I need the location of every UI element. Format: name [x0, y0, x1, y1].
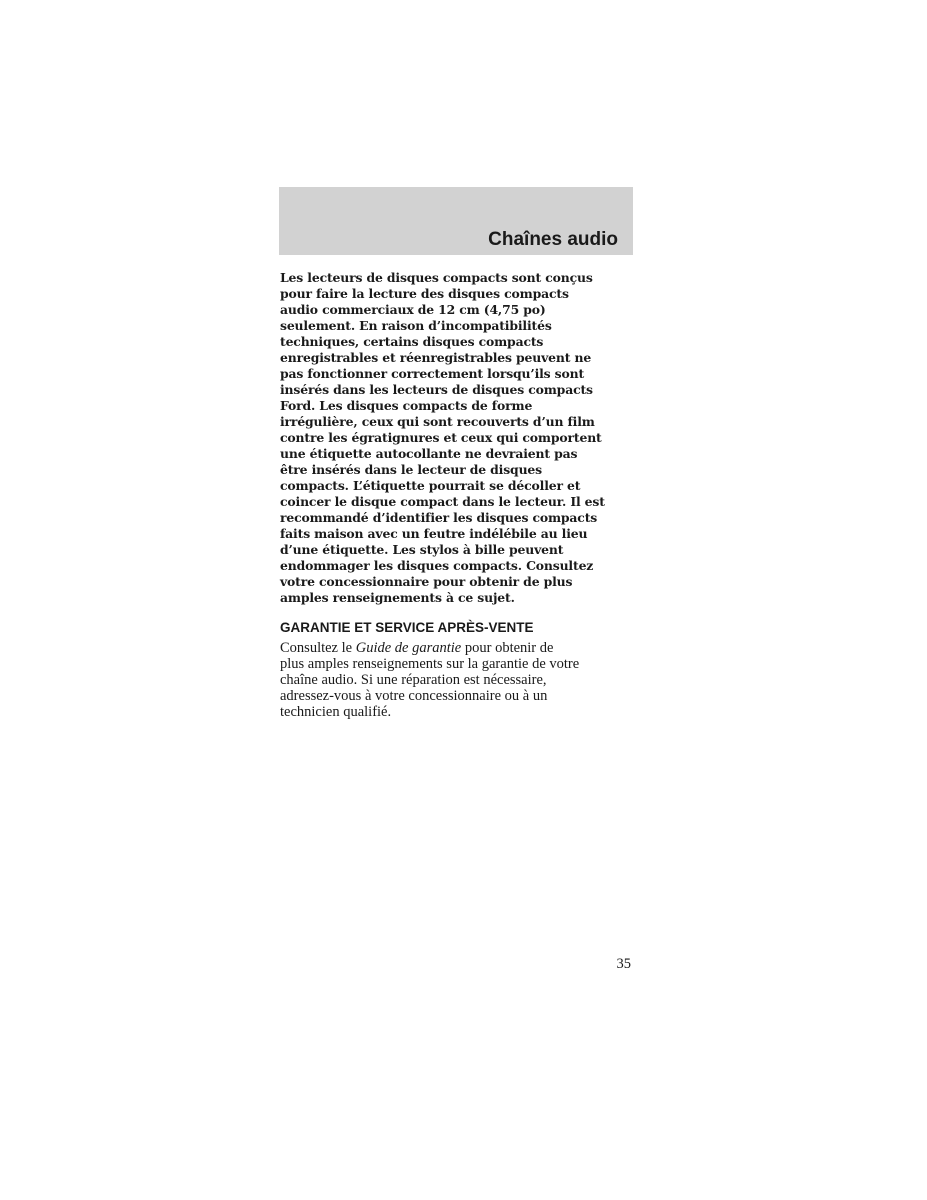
warranty-line-1 — [280, 640, 636, 656]
section-header-band — [279, 187, 633, 255]
warranty-line-2: plus amples renseignements sur la garantie de votre — [280, 656, 580, 672]
page-number: 35 — [616, 956, 631, 972]
warranty-line-5: technicien qualifié. — [280, 704, 392, 720]
section-title: Chaînes audio — [488, 229, 618, 250]
warranty-intro-text: Consultez le — [280, 640, 356, 656]
page-content — [280, 270, 636, 720]
warranty-line-4: adressez-vous à votre concessionnaire ou à un — [280, 688, 548, 704]
warranty-intro-rest-text: pour obtenir de — [461, 640, 554, 656]
warranty-service-paragraph — [280, 640, 636, 720]
warranty-service-heading: GARANTIE ET SERVICE APRÈS-VENTE — [280, 620, 534, 635]
warranty-guide-title: Guide de garantie — [355, 640, 462, 656]
warranty-line-3: chaîne audio. Si une réparation est nécessaire, — [280, 672, 547, 688]
cd-player-warning-paragraph: Les lecteurs de disques compacts sont conçus pour faire la lecture des disques compacts audio commerciaux de 12 cm (4,75 po) seulement. En raison d’incompatibilités techniques, certains disques compacts enregistrables et réenregistrables peuvent ne pas fonctionner correctement lorsqu’ils sont insérés dans les lecteurs de disques compacts Ford. Les disques compacts de forme irrégulière, ceux qui sont recouverts d’un film contre les égratignures et ceux qui comportent une étiquette autocollante ne devraient pas être insérés dans le lecteur de disques compacts. L’étiquette pourrait se décoller et coincer le disque compact dans le lecteur. Il est recommandé d’identifier les disques compacts faits maison avec un feutre indélébile au lieu d’une étiquette. Les stylos à bille peuvent endommager les disques compacts. Consultez votre concessionnaire pour obtenir de plus amples renseignements à ce sujet. — [280, 270, 605, 605]
